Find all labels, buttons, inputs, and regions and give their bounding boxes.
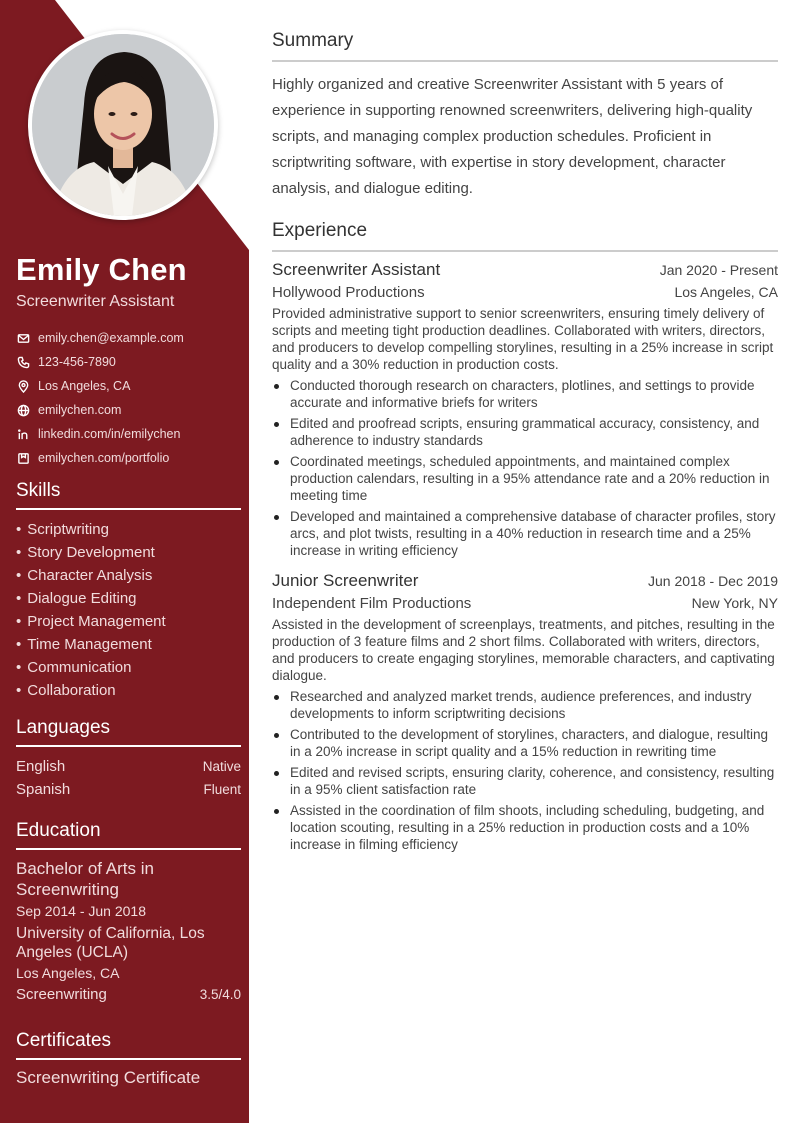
skill-item: • Project Management [16,610,241,633]
job-title: Screenwriter Assistant [272,260,441,279]
job-dates: Jan 2020 - Present [659,262,778,278]
job-dates: Jun 2018 - Dec 2019 [648,573,778,589]
job-header-row [272,571,778,591]
job-description: Assisted in the development of screenplays, treatments, and pitches, resulting in the production of 3 feature films and 2 short films. Collaborated with writers, directors, and producers to create engaging storylines, memorable characters, and captivating dialogue. [272,617,775,683]
contact-list [16,326,241,470]
summary-section [272,30,778,202]
contact-linkedin[interactable] [16,422,241,446]
language-row [16,755,241,778]
skill-item: • Dialogue Editing [16,587,241,610]
summary-heading: Summary [272,30,778,62]
job-bullet: Edited and proofread scripts, ensuring grammatical accuracy, consistency, and adherence to industry standards [272,415,778,449]
certificates-heading: Certificates [16,1030,241,1060]
job-bullet: Assisted in the coordination of film shoots, including scheduling, budgeting, and location scouting, resulting in a 25% reduction in production costs and a 10% increase in filming efficiency [272,802,778,853]
job-bullet: Conducted thorough research on characters, plotlines, and settings to provide accurate and informative briefs for writers [272,377,778,411]
contact-portfolio-text: emilychen.com/portfolio [38,451,170,465]
globe-icon [16,403,30,417]
job-bullet: Developed and maintained a comprehensive database of character profiles, story arcs, and plot twists, resulting in a 40% reduction in research time and a 25% increase in writing efficiency [272,508,778,559]
experience-section [272,220,778,853]
languages-heading: Languages [16,717,241,747]
job-company: Hollywood Productions [272,284,425,301]
skill-item: • Scriptwriting [16,518,241,541]
skill-item: • Time Management [16,633,241,656]
job-title: Junior Screenwriter [272,571,419,590]
job-company-row [272,284,778,301]
job-location: Los Angeles, CA [674,284,778,300]
summary-text: Highly organized and creative Screenwriter Assistant with 5 years of experience in supporting renowned screenwriters, delivering high-quality scripts, and managing complex production schedules. Proficient in scriptwriting software, with expertise in story development, character analysis, and dialogue editing. [272,76,753,197]
profile-photo-frame [28,30,218,220]
main-content [272,30,778,857]
job-entry [272,571,778,853]
skills-section [16,480,241,702]
education-degree: Bachelor of Arts in Screenwriting [16,859,154,899]
sidebar [0,0,249,1123]
job-bullets [272,688,778,853]
language-name: Spanish [16,781,71,798]
education-gpa: 3.5/4.0 [199,987,241,1002]
job-bullet: Edited and revised scripts, ensuring clarity, coherence, and consistency, resulting in a 95% client satisfaction rate [272,764,778,798]
skill-item: • Communication [16,656,241,679]
contact-location-text: Los Angeles, CA [38,379,131,393]
skill-item: • Story Development [16,541,241,564]
education-field: Screenwriting [16,986,107,1003]
job-bullet: Coordinated meetings, scheduled appointments, and maintained complex production calendars, resulting in a 95% attendance rate and a 20% reduction in meeting time [272,453,778,504]
skills-heading: Skills [16,480,241,510]
education-field-row [16,984,241,1006]
contact-location [16,374,241,398]
job-bullet: Contributed to the development of storylines, characters, and dialogue, resulting in a 20% increase in script quality and a 15% reduction in rewriting time [272,726,778,760]
skill-item: • Character Analysis [16,564,241,587]
job-company: Independent Film Productions [272,595,472,612]
languages-section [16,717,241,801]
phone-icon [16,355,30,369]
certificate-item: Screenwriting Certificate [16,1068,201,1087]
location-icon [16,379,30,393]
portfolio-icon [16,451,30,465]
candidate-title: Screenwriter Assistant [16,293,175,310]
profile-photo [32,34,214,216]
job-location: New York, NY [691,595,778,611]
certificates-section [16,1030,241,1088]
language-level: Native [202,759,241,774]
job-header-row [272,260,778,280]
job-company-row [272,595,778,612]
language-name: English [16,758,66,775]
experience-heading: Experience [272,220,778,252]
education-school: University of California, Los Angeles (UCLA) [16,925,205,961]
contact-email[interactable] [16,326,241,350]
email-icon [16,331,30,345]
education-heading: Education [16,820,241,850]
language-level: Fluent [203,782,241,797]
education-section [16,820,241,1006]
contact-portfolio[interactable] [16,446,241,470]
contact-email-text: emily.chen@example.com [38,331,184,345]
linkedin-icon [16,427,30,441]
job-description: Provided administrative support to senior screenwriters, ensuring timely delivery of scripts and meeting tight production deadlines. Collaborated with writers, directors, and producers to develop compelling storylines, resulting in a 25% increase in script quality and a 30% reduction in production costs. [272,306,774,372]
job-bullets [272,377,778,559]
job-entry [272,260,778,559]
education-dates: Sep 2014 - Jun 2018 [16,903,146,919]
candidate-name: Emily Chen [16,252,187,287]
contact-website-text: emilychen.com [38,403,122,417]
contact-phone-text: 123-456-7890 [38,355,116,369]
skill-item: • Collaboration [16,679,241,702]
contact-website[interactable] [16,398,241,422]
contact-phone[interactable] [16,350,241,374]
language-row [16,778,241,801]
job-bullet: Researched and analyzed market trends, audience preferences, and industry developments to inform scriptwriting decisions [272,688,778,722]
education-location: Los Angeles, CA [16,965,120,981]
contact-linkedin-text: linkedin.com/in/emilychen [38,427,181,441]
